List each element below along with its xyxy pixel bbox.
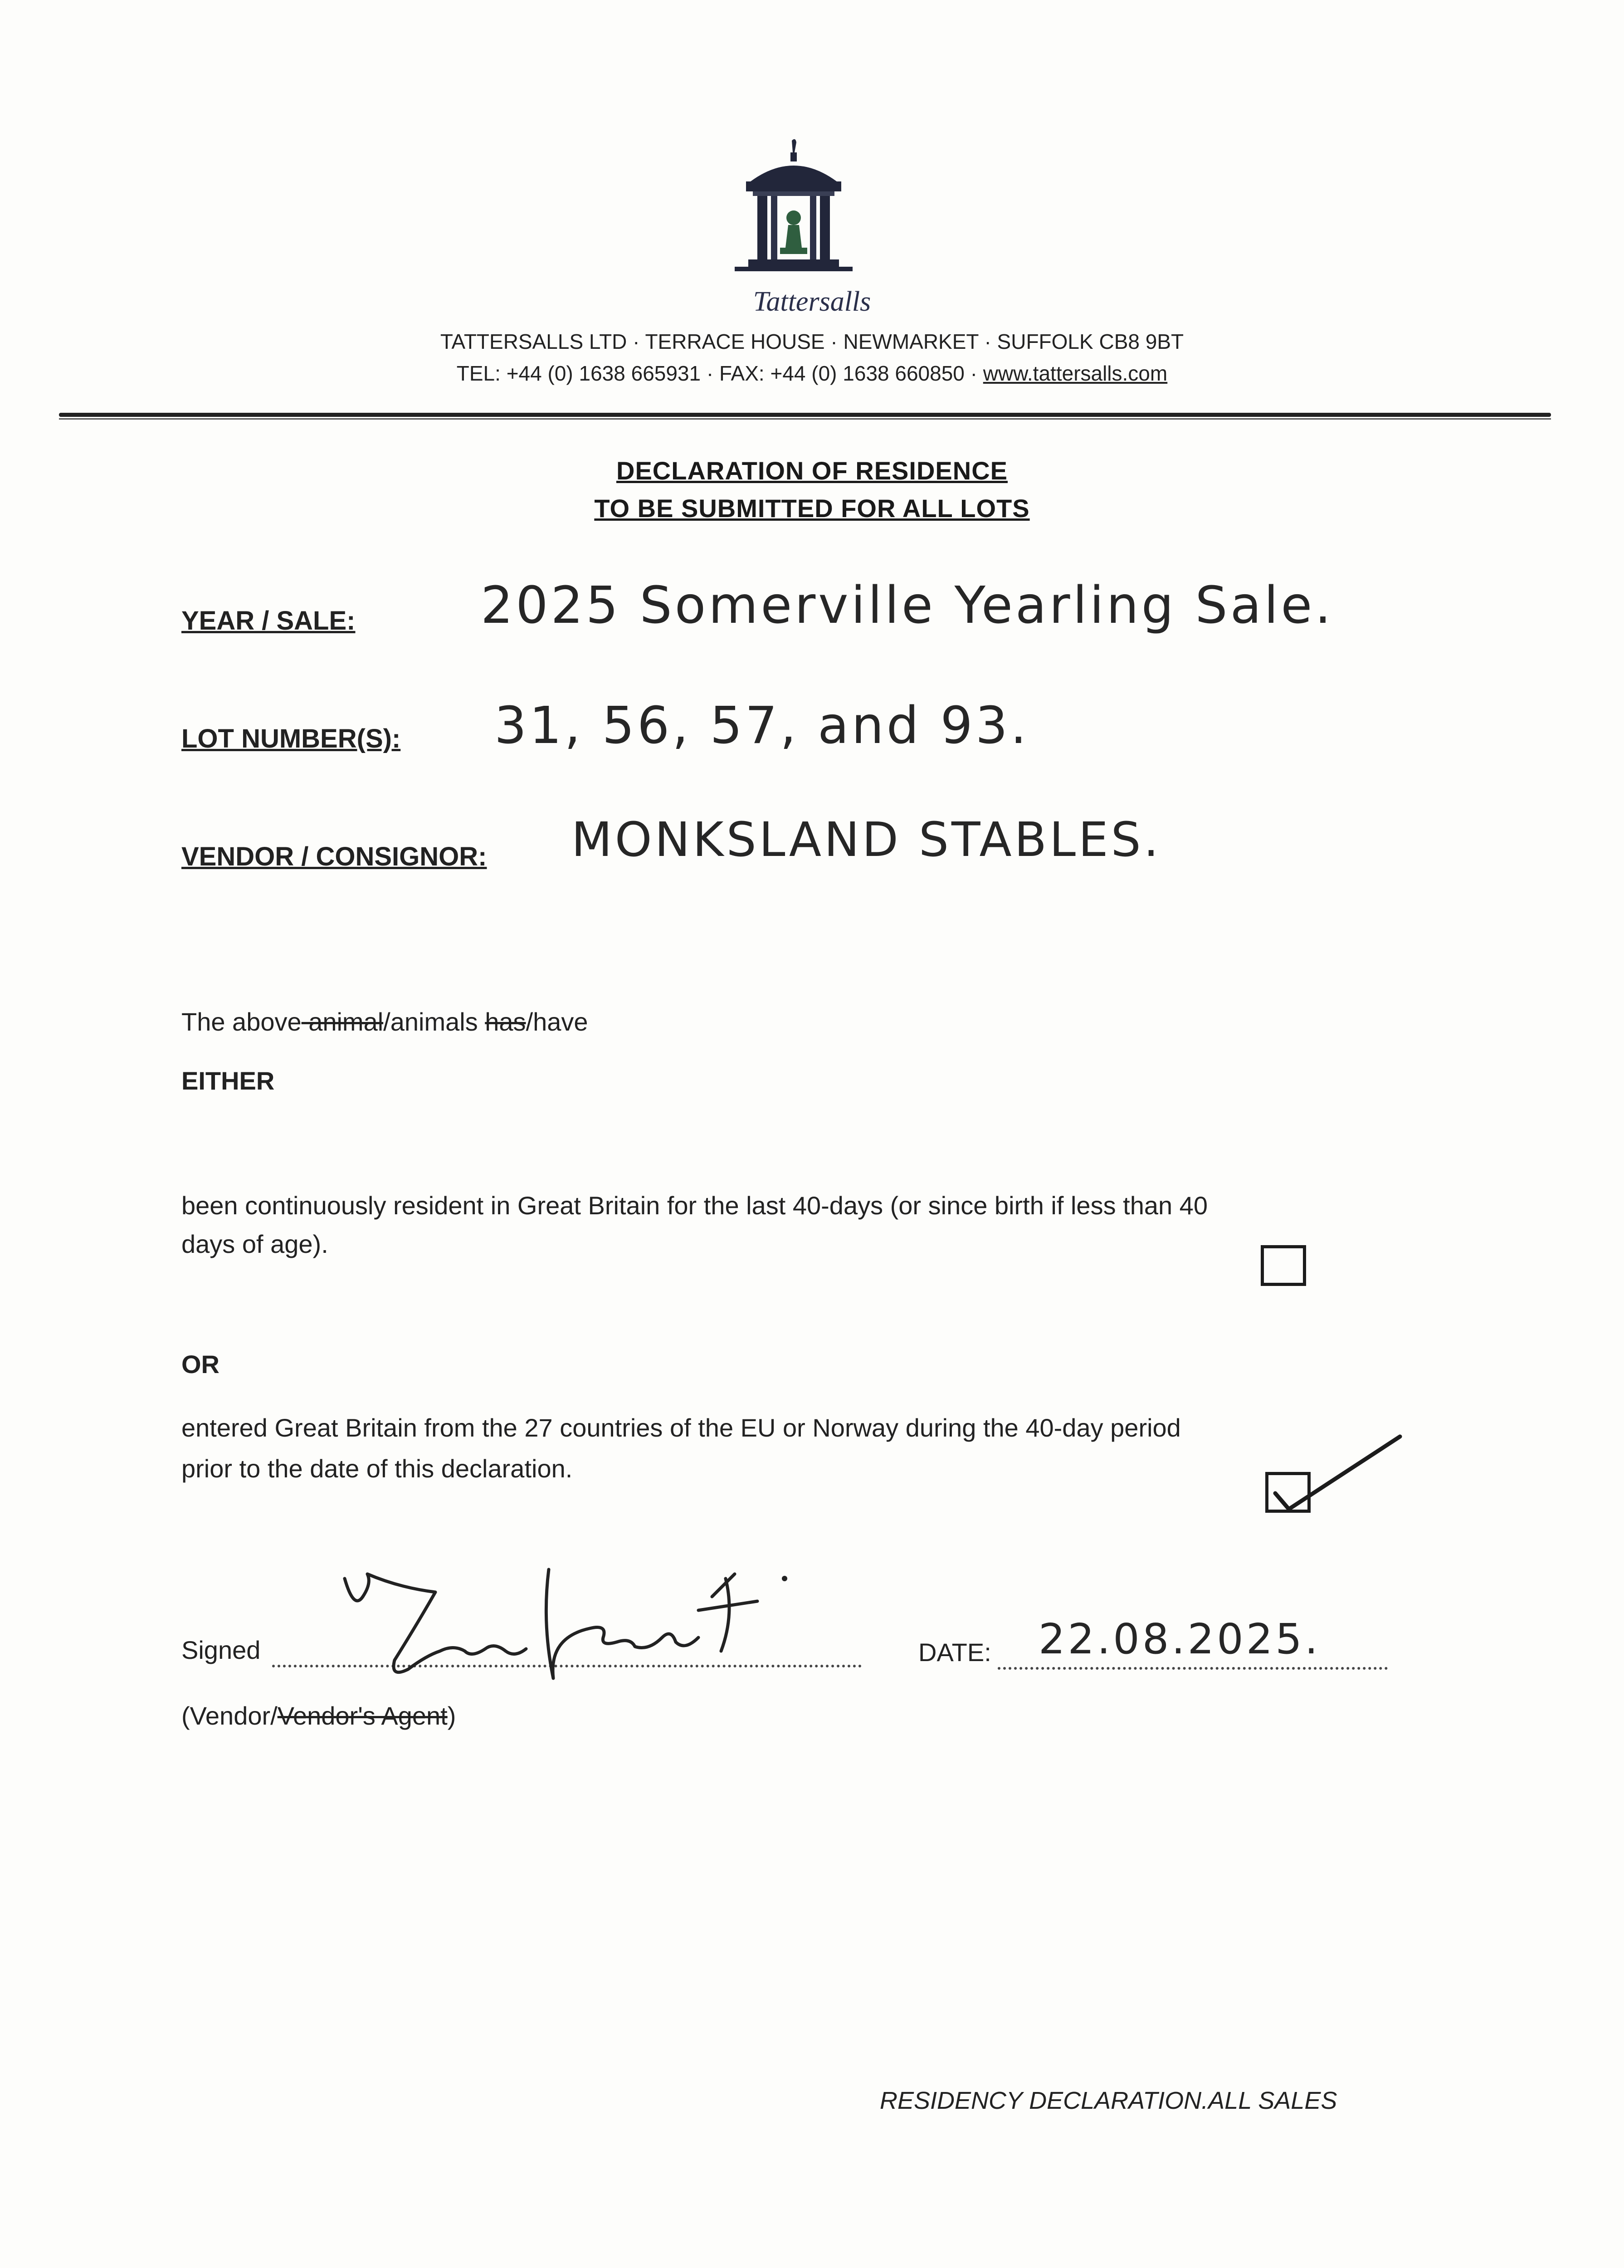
intro-suffix: /have (526, 1007, 588, 1036)
signatory-role (181, 1701, 456, 1730)
form-subtitle: TO BE SUBMITTED FOR ALL LOTS (594, 494, 1030, 523)
header-divider-secondary (59, 418, 1551, 420)
intro-statement (181, 1007, 588, 1036)
intro-prefix: The above (181, 1007, 302, 1036)
option1-checkbox[interactable] (1261, 1245, 1306, 1286)
phone-fax: TEL: +44 (0) 1638 665931 · FAX: +44 (0) 1638 660850 · (456, 362, 977, 385)
signed-label: Signed (181, 1636, 261, 1664)
header-divider (59, 413, 1551, 417)
option1-line2: days of age). (181, 1230, 328, 1258)
date-line (998, 1667, 1388, 1670)
company-address: TATTERSALLS LTD · TERRACE HOUSE · NEWMARKET · SUFFOLK CB8 9BT (440, 330, 1184, 353)
vendor-label: VENDOR / CONSIGNOR: (181, 842, 487, 871)
brand-name: Tattersalls (753, 286, 871, 317)
option2-line2: prior to the date of this declaration. (181, 1454, 573, 1483)
option1-line1: been continuously resident in Great Britain for the last 40-days (or since birth if less than 40 (181, 1191, 1208, 1220)
year-sale-label: YEAR / SALE: (181, 606, 356, 635)
lot-numbers-field[interactable]: 31, 56, 57, and 93. (494, 696, 1029, 755)
either-label: EITHER (181, 1066, 275, 1095)
handwritten-signature (336, 1560, 834, 1706)
option2-checkbox[interactable] (1265, 1472, 1311, 1513)
tattersalls-logo-icon (726, 136, 862, 286)
contact-line (0, 361, 1624, 386)
lot-numbers-label: LOT NUMBER(S): (181, 724, 401, 753)
year-sale-field[interactable]: 2025 Somerville Yearling Sale. (481, 576, 1334, 635)
role-suffix: ) (447, 1701, 456, 1730)
website-link[interactable]: www.tattersalls.com (983, 362, 1168, 385)
date-field[interactable]: 22.08.2025. (1039, 1615, 1321, 1663)
role-prefix: (Vendor/ (181, 1701, 278, 1730)
footer-reference: RESIDENCY DECLARATION.ALL SALES (880, 2087, 1337, 2114)
struck-has: has (485, 1007, 526, 1036)
intro-middle: /animals (383, 1007, 485, 1036)
form-title: DECLARATION OF RESIDENCE (616, 456, 1008, 485)
option2-line1: entered Great Britain from the 27 countries of the EU or Norway during the 40-day period (181, 1413, 1181, 1442)
or-label: OR (181, 1350, 219, 1378)
vendor-field[interactable]: MONKSLAND STABLES. (571, 812, 1161, 867)
struck-vendor-agent: Vendor's Agent (277, 1701, 448, 1730)
check-mark-icon (1264, 1425, 1400, 1516)
date-label: DATE: (918, 1638, 991, 1667)
struck-animal: animal (301, 1007, 384, 1036)
